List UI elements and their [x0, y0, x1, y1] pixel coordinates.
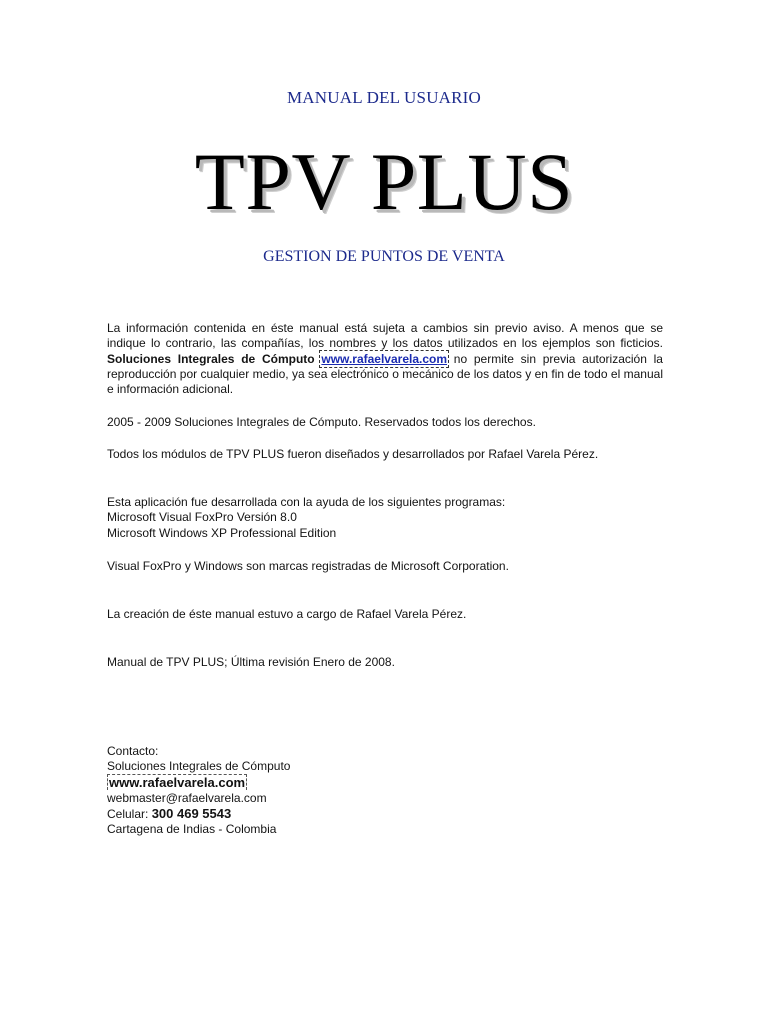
software-intro: Esta aplicación fue desarrollada con la ayuda de los siguientes programas:	[107, 495, 506, 509]
contact-email[interactable]: webmaster@rafaelvarela.com	[107, 790, 267, 805]
website-link[interactable]: www.rafaelvarela.com	[321, 351, 448, 366]
phone-number: 300 469 5543	[151, 806, 232, 822]
manual-label: MANUAL DEL USUARIO	[286, 88, 482, 107]
manual-author: La creación de éste manual estuvo a cargo de Rafael Varela Pérez.	[107, 607, 467, 621]
disclaimer-text-start: La información contenida en éste manual está sujeta a cambios sin previo aviso. A menos que se indique lo contrario, las compañías, los nombres y los datos utilizados en los ejemplos son ficticios.	[107, 321, 663, 351]
software-item: Microsoft Visual FoxPro Versión 8.0	[107, 510, 297, 525]
trademarks-notice: Visual FoxPro y Windows son marcas registradas de Microsoft Corporation.	[107, 559, 509, 573]
contact-company: Soluciones Integrales de Cómputo	[107, 759, 291, 774]
disclaimer-paragraph	[107, 321, 663, 397]
software-used	[107, 495, 663, 541]
contact-website-link[interactable]: www.rafaelvarela.com	[109, 774, 246, 790]
contact-phone	[107, 806, 663, 822]
product-title: TPV PLUS	[194, 136, 574, 227]
copyright-notice: 2005 - 2009 Soluciones Integrales de Cómputo. Reservados todos los derechos.	[107, 415, 536, 429]
contact-block	[107, 744, 663, 838]
contact-heading: Contacto:	[107, 744, 159, 758]
contact-location: Cartagena de Indias - Colombia	[107, 822, 277, 837]
software-item: Microsoft Windows XP Professional Edition	[107, 525, 337, 540]
phone-label: Celular:	[107, 807, 149, 822]
disclaimer-text-end: no permite sin previa autorización la reproducción por cualquier medio, ya sea electrónico o mecánico de los datos y en fin de todo el manual e información adicional.	[107, 351, 663, 397]
company-name: Soluciones Integrales de Cómputo	[107, 351, 315, 366]
revision-note: Manual de TPV PLUS; Última revisión Enero de 2008.	[107, 655, 395, 669]
modules-credit: Todos los módulos de TPV PLUS fueron diseñados y desarrollados por Rafael Varela Pérez.	[107, 447, 599, 461]
product-subtitle: GESTION DE PUNTOS DE VENTA	[263, 248, 505, 265]
